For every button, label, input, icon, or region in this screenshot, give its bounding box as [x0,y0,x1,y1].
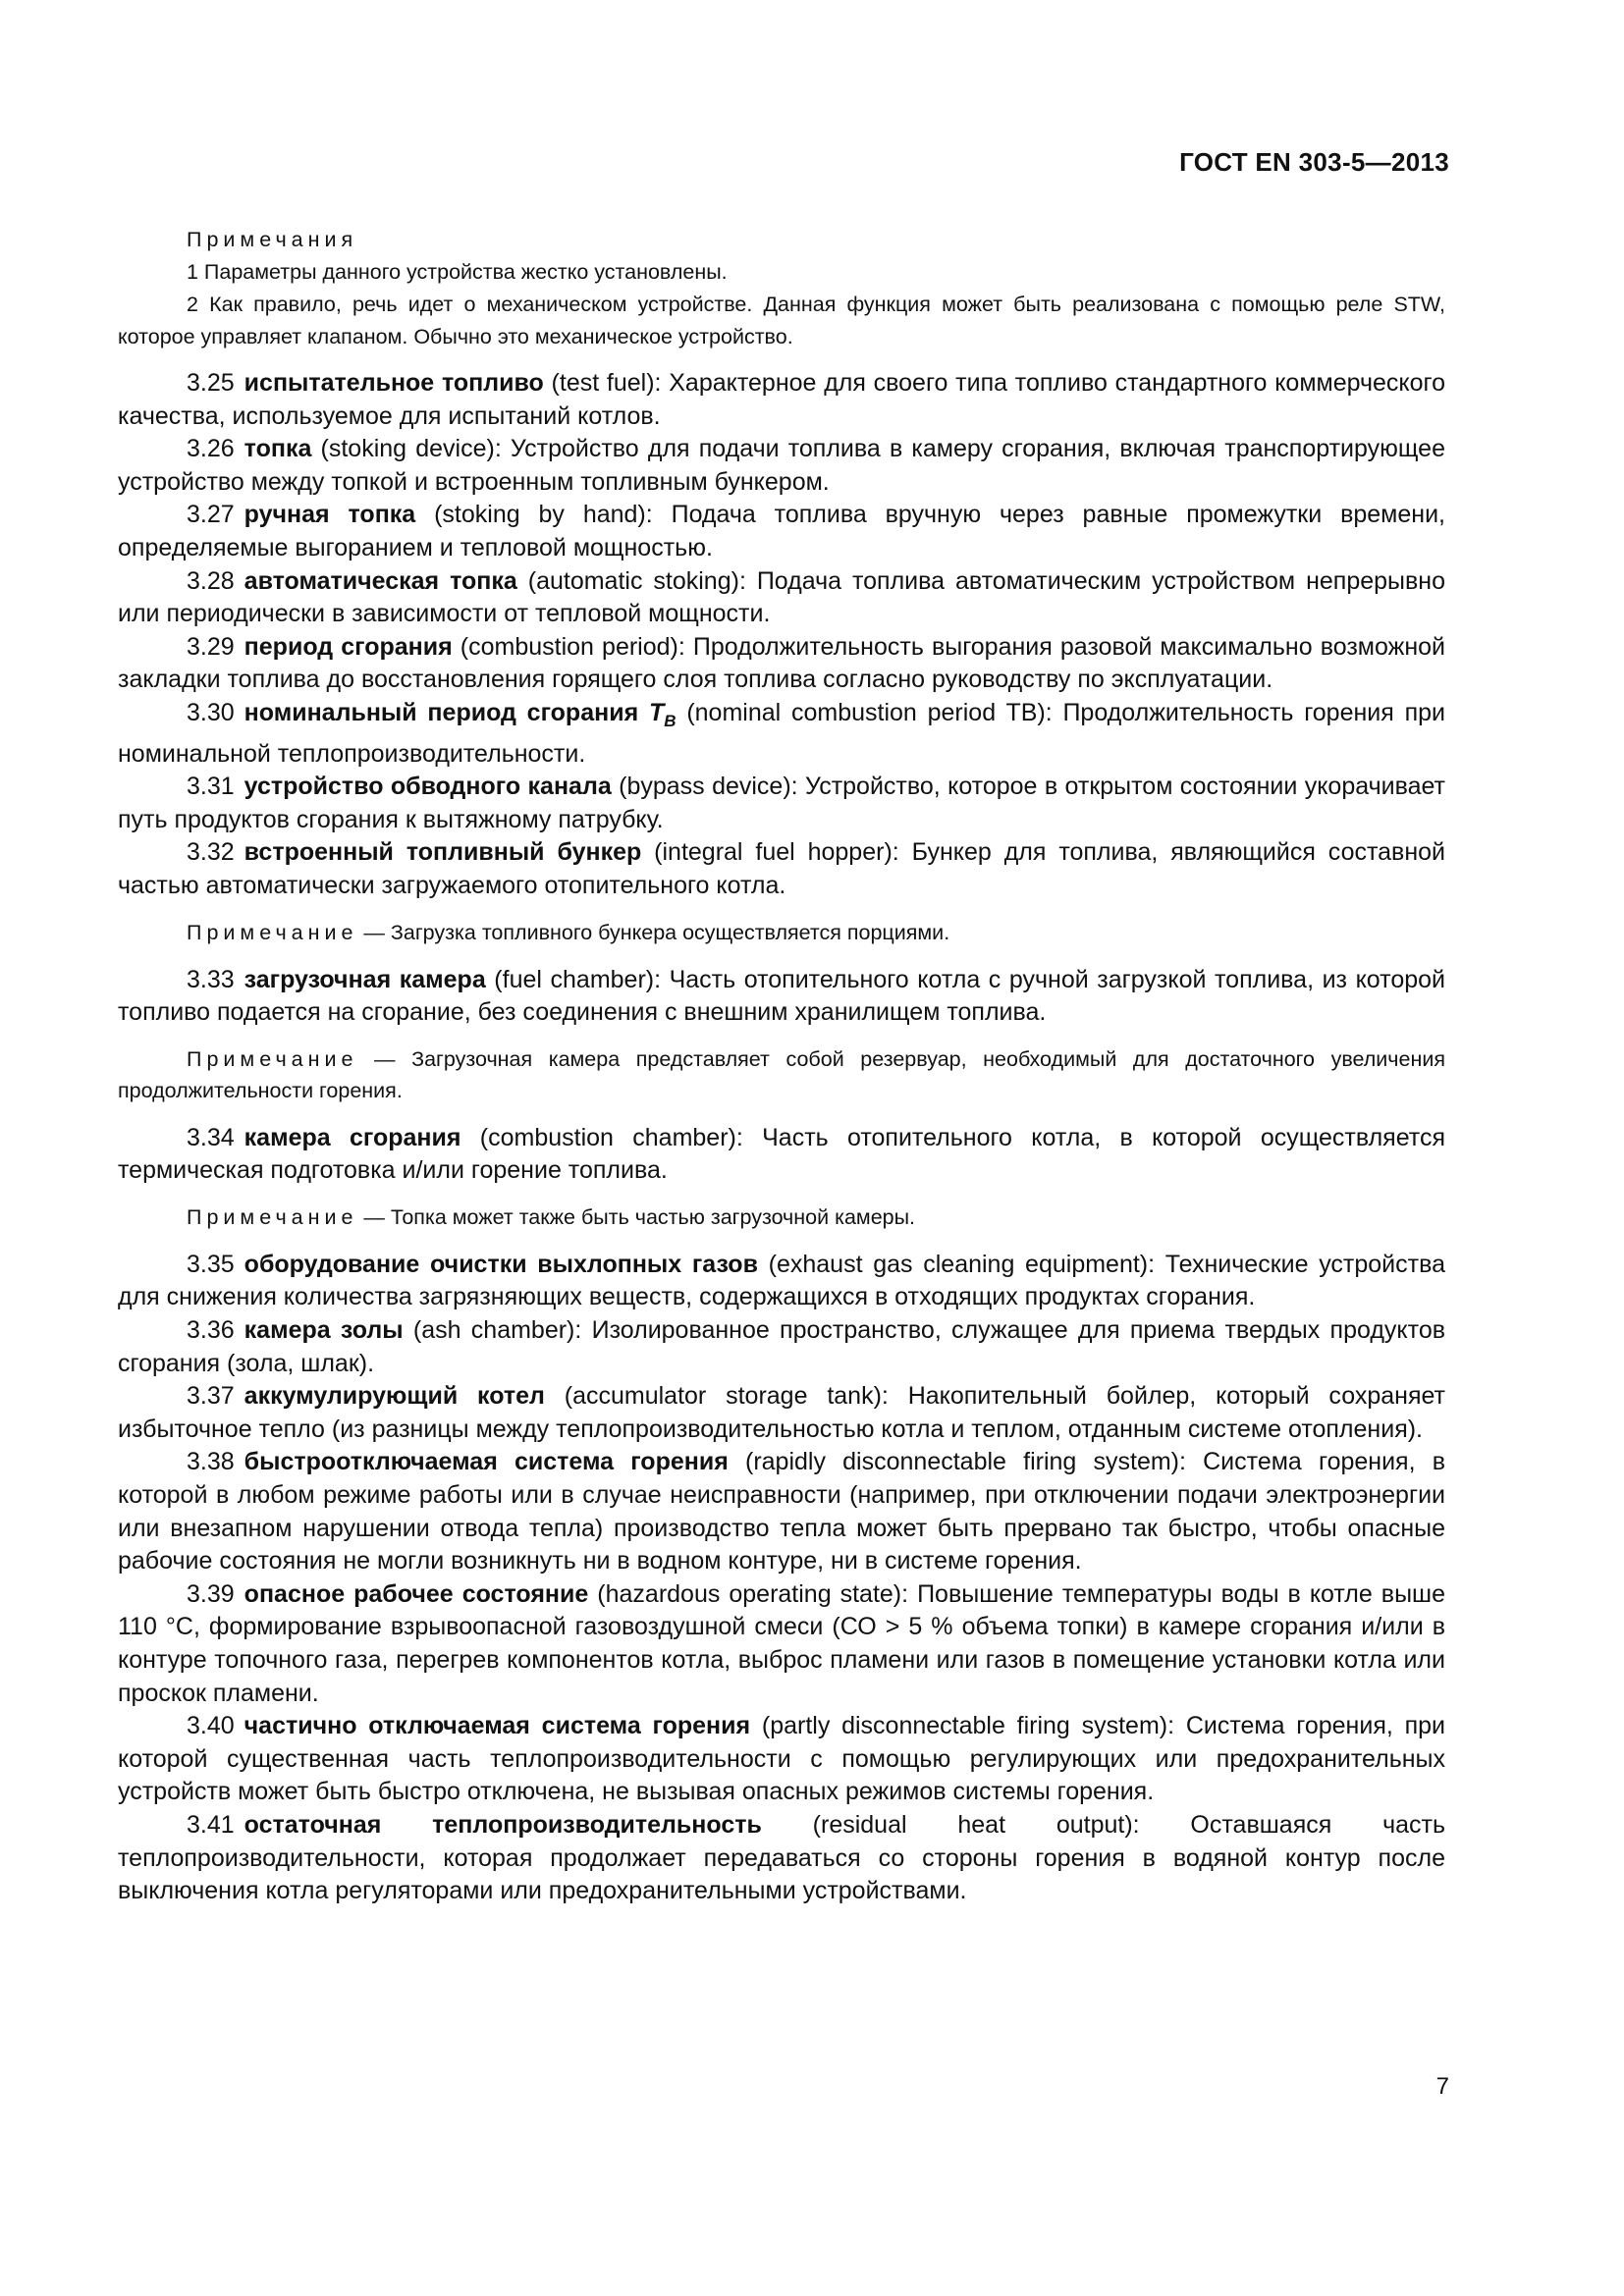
note-text: — Топка может также быть частью загрузочной камеры. [357,1204,916,1229]
term-symbol [648,698,677,730]
document-code-header: ГОСТ EN 303-5—2013 [1179,147,1449,177]
term-definition: (ash chamber): Изолированное пространство, служащее для приема твердых продуктов сгорания (зола, шлак). [118,1316,1446,1377]
term-definition: (partly disconnectable firing system): Система горения, при которой существенная часть теплопроизводительности с помощью регулирующих или предохранительных устройств может быть быстро отключена, не вызывая опасных режимов системы горения. [118,1712,1445,1806]
term-definition: (accumulator storage tank): Накопительный бойлер, который сохраняет избыточное тепло (из разницы между теплопроизводительностью котла и теплом, отданным системе отопления). [118,1382,1446,1443]
term-definition: (test fuel): Характерное для своего типа топливо стандартного коммерческого качества, используемое для испытаний котлов. [118,369,1445,430]
term-name: топка [244,435,312,463]
term-3-32 [118,836,1445,902]
term-number: 3.38 [187,1448,235,1476]
term-3-28 [118,565,1445,631]
term-number: 3.35 [187,1250,235,1278]
term-definition: (exhaust gas cleaning equipment): Технические устройства для снижения количества загрязняющих веществ, содержащихся в отходящих продуктах сгорания. [118,1250,1445,1311]
term-definition: (combustion period): Продолжительность выгорания разовой максимально возможной закладки топлива до восстановления горящего слоя топлива согласно руководству по эксплуатации. [118,632,1445,694]
term-number: 3.39 [187,1579,235,1608]
term-definition: (residual heat output): Оставшаяся часть теплопроизводительности, которая продолжает передаваться со стороны горения в водяной контур после выключения котла регуляторами или предохранительными устройствами. [118,1810,1445,1905]
note-item-2: 2 Как правило, речь идет о механическом устройстве. Данная функция может быть реализована с помощью реле STW, которое управляет клапаном. Обычно это механическое устройство. [118,293,1445,348]
term-3-36 [118,1314,1445,1380]
term-definition: (stoking device): Устройство для подачи топлива в камеру сгорания, включая транспортирующее устройство между топкой и встроенным топливным бункером. [118,435,1445,496]
term-number: 3.26 [187,435,235,463]
term-3-41 [118,1809,1445,1908]
note-item-1: 1 Параметры данного устройства жестко установлены. [187,260,728,284]
term-definition: (integral fuel hopper): Бункер для топлива, являющийся составной частью автоматически загружаемого отопительного котла. [118,838,1445,899]
term-3-39 [118,1578,1445,1710]
term-number: 3.25 [187,369,235,397]
note-text: — Загрузка топливного бункера осуществляется порциями. [357,920,950,944]
term-name: встроенный топливный бункер [244,838,642,867]
term-3-33 [118,964,1445,1030]
term-name: частично отключаемая система горения [244,1712,751,1740]
term-3-31 [118,771,1445,836]
term-3-35 [118,1249,1445,1314]
page-content [118,224,1445,1908]
term-number: 3.30 [187,698,235,726]
term-name: оборудование очистки выхлопных газов [244,1250,758,1278]
term-name: камера сгорания [244,1123,461,1151]
notes-title: Примечания [187,228,358,251]
note-label: Примечание [187,1204,358,1229]
term-name: камера золы [244,1316,404,1345]
term-name: быстроотключаемая система горения [244,1448,729,1476]
term-number: 3.40 [187,1712,235,1740]
symbol-subscript: B [664,711,677,730]
note-3-33 [118,1043,1445,1106]
term-number: 3.31 [187,773,235,801]
term-name: устройство обводного канала [244,773,612,801]
term-name: период сгорания [244,632,453,661]
term-name: испытательное топливо [244,369,544,397]
note-3-34 [118,1201,1445,1233]
term-name: опасное рабочее состояние [244,1579,589,1608]
term-3-34 [118,1122,1445,1188]
term-name: аккумулирующий котел [244,1382,545,1411]
note-3-32 [118,917,1445,948]
term-number: 3.34 [187,1123,235,1151]
note-label: Примечание [187,1046,358,1071]
term-number: 3.33 [187,965,235,993]
term-definition: (nominal combustion period TB): Продолжительность горения при номинальной теплопроизводительности. [118,698,1445,768]
term-3-37 [118,1380,1445,1446]
term-name: ручная топка [244,501,416,529]
term-definition: (stoking by hand): Подача топлива вручную через равные промежутки времени, определяемые выгоранием и тепловой мощностью. [118,501,1445,561]
term-definition: (rapidly disconnectable firing system): Система горения, в которой в любом режиме работы или в случае неисправности (например, при отключении подачи электроэнергии или внезапном нарушении отвода тепла) производство тепла может быть прервано так быстро, чтобы опасные рабочие состояния не могли возникнуть ни в водном контуре, ни в системе горения. [118,1448,1445,1575]
term-number: 3.41 [187,1810,235,1839]
term-3-40 [118,1710,1445,1809]
term-number: 3.36 [187,1316,235,1345]
term-definition: (hazardous operating state): Повышение температуры воды в котле выше 110 °С, формирование взрывоопасной газовоздушной смеси (СО > 5 % объема топки) в камере сгорания и/или в контуре топочного газа, перегрев компонентов котла, выброс пламени или газов в помещение установки котла или проскок пламени. [118,1579,1445,1707]
term-definition: (automatic stoking): Подача топлива автоматическим устройством непрерывно или периодически в зависимости от тепловой мощности. [118,566,1445,628]
term-3-30 [118,697,1445,771]
note-text: — Загрузочная камера представляет собой резервуар, необходимый для достаточного увеличения продолжительности горения. [118,1046,1445,1102]
term-name: номинальный период сгорания [244,698,639,726]
term-3-25 [118,367,1445,433]
term-definition: (combustion chamber): Часть отопительного котла, в которой осуществляется термическая подготовка и/или горение топлива. [118,1123,1445,1185]
term-number: 3.28 [187,566,235,595]
term-number: 3.27 [187,501,235,529]
term-number: 3.32 [187,838,235,867]
term-3-38 [118,1446,1445,1577]
symbol-letter: T [648,698,665,726]
term-name: загрузочная камера [244,965,486,993]
term-number: 3.37 [187,1382,235,1411]
term-3-29 [118,631,1445,697]
term-definition: (bypass device): Устройство, которое в открытом состоянии укорачивает путь продуктов сгорания к вытяжному патрубку. [118,773,1446,833]
intro-notes [118,224,1445,353]
term-name: остаточная теплопроизводительность [244,1810,762,1839]
term-3-27 [118,499,1445,564]
term-3-26 [118,433,1445,499]
term-definition: (fuel chamber): Часть отопительного котла с ручной загрузкой топлива, из которой топливо подается на сгорание, без соединения с внешним хранилищем топлива. [118,965,1446,1027]
term-name: автоматическая топка [244,566,517,595]
page-number: 7 [1435,2073,1449,2100]
note-label: Примечание [187,920,358,944]
term-number: 3.29 [187,632,235,661]
